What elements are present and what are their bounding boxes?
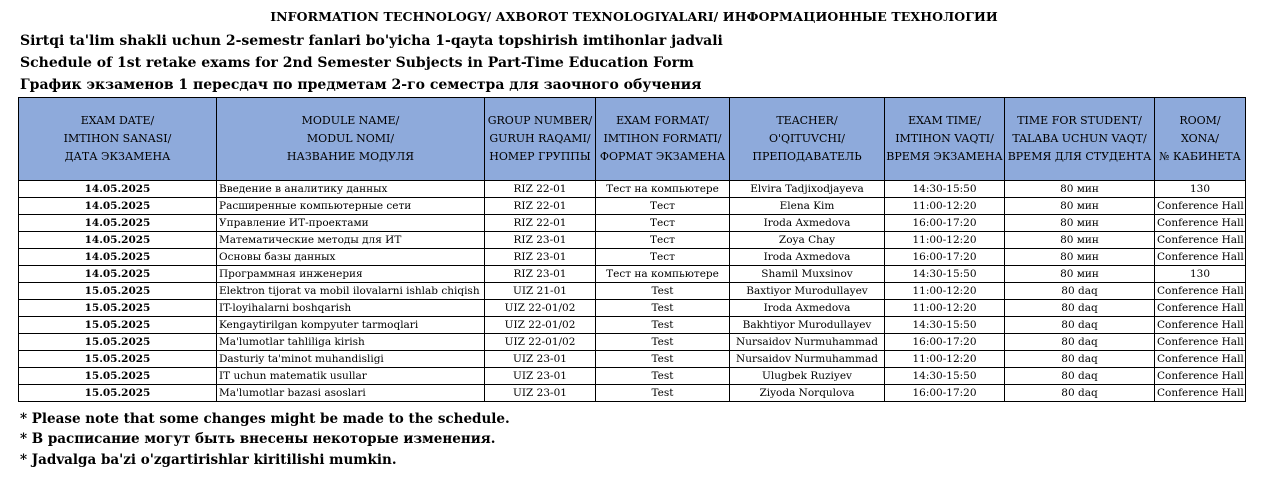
module-cell: Введение в аналитику данных: [217, 181, 485, 198]
header-exam-format-line: EXAM FORMAT/: [616, 114, 709, 127]
header-exam-time-line: ВРЕМЯ ЭКЗАМЕНА: [886, 150, 1003, 163]
room-cell: Conference Hall: [1155, 283, 1246, 300]
table-row: [19, 181, 1246, 198]
room-cell: Conference Hall: [1155, 215, 1246, 232]
subtitle-uzbek: Sirtqi ta'lim shakli uchun 2-semestr fanlari bo'yicha 1-qayta topshirish imtihonlar jadvali: [20, 33, 723, 49]
module-cell: Ma'lumotlar bazasi asoslari: [217, 385, 485, 402]
group-cell: UIZ 23-01: [485, 351, 596, 368]
duration-cell: 80 мин: [1005, 232, 1155, 249]
time-cell: 16:00-17:20: [885, 249, 1005, 266]
time-cell: 11:00-12:20: [885, 300, 1005, 317]
time-cell: 14:30-15:50: [885, 368, 1005, 385]
header-module-name-line: MODUL NOMI/: [306, 132, 395, 145]
module-cell: Elektron tijorat va mobil ilovalarni ishlab chiqish: [217, 283, 485, 300]
header-group-number: [485, 98, 596, 181]
room-cell: Conference Hall: [1155, 385, 1246, 402]
date-cell: 15.05.2025: [19, 300, 217, 317]
format-cell: Тест на компьютере: [596, 266, 730, 283]
header-exam-date-line: IMTIHON SANASI/: [63, 132, 172, 145]
header-group-number-line: НОМЕР ГРУППЫ: [489, 150, 591, 163]
group-cell: UIZ 23-01: [485, 385, 596, 402]
table-row: [19, 215, 1246, 232]
format-cell: Тест на компьютере: [596, 181, 730, 198]
date-cell: 14.05.2025: [19, 181, 217, 198]
teacher-cell: Iroda Axmedova: [730, 300, 885, 317]
exam-schedule-table: [18, 97, 1246, 402]
header-module-name-line: НАЗВАНИЕ МОДУЛЯ: [286, 150, 415, 163]
module-cell: IT uchun matematik usullar: [217, 368, 485, 385]
header-time-for-student-line: TALABA UCHUN VAQT/: [1012, 132, 1147, 145]
time-cell: 16:00-17:20: [885, 385, 1005, 402]
subtitle-english: Schedule of 1st retake exams for 2nd Semester Subjects in Part-Time Education Form: [20, 55, 694, 71]
header-group-number-line: GROUP NUMBER/: [487, 114, 593, 127]
time-cell: 11:00-12:20: [885, 232, 1005, 249]
group-cell: RIZ 22-01: [485, 215, 596, 232]
header-exam-time-line: IMTIHON VAQTI/: [895, 132, 994, 145]
group-cell: RIZ 22-01: [485, 181, 596, 198]
group-cell: RIZ 23-01: [485, 249, 596, 266]
format-cell: Test: [596, 385, 730, 402]
header-room: [1155, 98, 1246, 181]
header-exam-time: [885, 98, 1005, 181]
header-exam-format: [596, 98, 730, 181]
duration-cell: 80 мин: [1005, 249, 1155, 266]
date-cell: 14.05.2025: [19, 198, 217, 215]
header-time-for-student-line: TIME FOR STUDENT/: [1017, 114, 1142, 127]
format-cell: Test: [596, 368, 730, 385]
duration-cell: 80 мин: [1005, 198, 1155, 215]
format-cell: Тест: [596, 249, 730, 266]
duration-cell: 80 daq: [1005, 385, 1155, 402]
room-cell: Conference Hall: [1155, 232, 1246, 249]
table-header: [19, 98, 1246, 181]
header-time-for-student: [1005, 98, 1155, 181]
teacher-cell: Ziyoda Norqulova: [730, 385, 885, 402]
time-cell: 16:00-17:20: [885, 334, 1005, 351]
time-cell: 14:30-15:50: [885, 317, 1005, 334]
time-cell: 11:00-12:20: [885, 283, 1005, 300]
table-row: [19, 351, 1246, 368]
room-cell: Conference Hall: [1155, 249, 1246, 266]
duration-cell: 80 daq: [1005, 334, 1155, 351]
header-exam-time-line: EXAM TIME/: [908, 114, 981, 127]
time-cell: 14:30-15:50: [885, 181, 1005, 198]
time-cell: 16:00-17:20: [885, 215, 1005, 232]
header-exam-format-line: IMTIHON FORMATI/: [603, 132, 722, 145]
table-row: [19, 300, 1246, 317]
table-row: [19, 317, 1246, 334]
table-row: [19, 368, 1246, 385]
format-cell: Test: [596, 283, 730, 300]
table-row: [19, 266, 1246, 283]
module-cell: Программная инженерия: [217, 266, 485, 283]
group-cell: UIZ 22-01/02: [485, 300, 596, 317]
time-cell: 11:00-12:20: [885, 198, 1005, 215]
time-cell: 14:30-15:50: [885, 266, 1005, 283]
room-cell: Conference Hall: [1155, 317, 1246, 334]
table-row: [19, 232, 1246, 249]
room-cell: Conference Hall: [1155, 300, 1246, 317]
teacher-cell: Nursaidov Nurmuhammad: [730, 334, 885, 351]
date-cell: 15.05.2025: [19, 368, 217, 385]
module-cell: Dasturiy ta'minot muhandisligi: [217, 351, 485, 368]
duration-cell: 80 daq: [1005, 351, 1155, 368]
header-room-line: XONA/: [1181, 132, 1219, 145]
teacher-cell: Bakhtiyor Murodullayev: [730, 317, 885, 334]
table-body: [19, 181, 1246, 402]
table-row: [19, 334, 1246, 351]
group-cell: RIZ 23-01: [485, 232, 596, 249]
duration-cell: 80 daq: [1005, 283, 1155, 300]
module-cell: Управление ИТ-проектами: [217, 215, 485, 232]
header-room-line: № КАБИНЕТА: [1159, 150, 1241, 163]
date-cell: 14.05.2025: [19, 215, 217, 232]
teacher-cell: Ulugbek Ruziyev: [730, 368, 885, 385]
header-teacher-line: O'QITUVCHI/: [768, 132, 846, 145]
teacher-cell: Iroda Axmedova: [730, 215, 885, 232]
header-module-name: [217, 98, 485, 181]
format-cell: Тест: [596, 215, 730, 232]
date-cell: 15.05.2025: [19, 351, 217, 368]
teacher-cell: Elena Kim: [730, 198, 885, 215]
page-title: INFORMATION TECHNOLOGY/ AXBOROT TEXNOLOGIYALARI/ ИНФОРМАЦИОННЫЕ ТЕХНОЛОГИИ: [270, 9, 998, 24]
group-cell: UIZ 22-01/02: [485, 334, 596, 351]
teacher-cell: Zoya Chay: [730, 232, 885, 249]
format-cell: Тест: [596, 232, 730, 249]
format-cell: Тест: [596, 198, 730, 215]
module-cell: Расширенные компьютерные сети: [217, 198, 485, 215]
format-cell: Test: [596, 300, 730, 317]
table-row: [19, 385, 1246, 402]
table-row: [19, 198, 1246, 215]
note-english: * Please note that some changes might be made to the schedule.: [20, 411, 510, 427]
duration-cell: 80 мин: [1005, 266, 1155, 283]
duration-cell: 80 мин: [1005, 181, 1155, 198]
format-cell: Test: [596, 351, 730, 368]
time-cell: 11:00-12:20: [885, 351, 1005, 368]
note-russian: * В расписание могут быть внесены некоторые изменения.: [20, 431, 496, 447]
group-cell: UIZ 21-01: [485, 283, 596, 300]
header-teacher: [730, 98, 885, 181]
group-cell: RIZ 23-01: [485, 266, 596, 283]
group-cell: UIZ 23-01: [485, 368, 596, 385]
date-cell: 15.05.2025: [19, 385, 217, 402]
header-group-number-line: GURUH RAQAMI/: [489, 132, 591, 145]
teacher-cell: Iroda Axmedova: [730, 249, 885, 266]
room-cell: Conference Hall: [1155, 198, 1246, 215]
module-cell: Математические методы для ИТ: [217, 232, 485, 249]
room-cell: Conference Hall: [1155, 334, 1246, 351]
room-cell: 130: [1155, 181, 1246, 198]
module-cell: IT-loyihalarni boshqarish: [217, 300, 485, 317]
group-cell: UIZ 22-01/02: [485, 317, 596, 334]
header-time-for-student-line: ВРЕМЯ ДЛЯ СТУДЕНТА: [1007, 150, 1152, 163]
header-row: [19, 98, 1246, 181]
header-exam-date: [19, 98, 217, 181]
header-teacher-line: TEACHER/: [776, 114, 838, 127]
table-row: [19, 283, 1246, 300]
format-cell: Test: [596, 334, 730, 351]
date-cell: 15.05.2025: [19, 283, 217, 300]
group-cell: RIZ 22-01: [485, 198, 596, 215]
module-cell: Ma'lumotlar tahliliga kirish: [217, 334, 485, 351]
header-module-name-line: MODULE NAME/: [301, 114, 400, 127]
header-room-line: ROOM/: [1179, 114, 1221, 127]
subtitle-russian: График экзаменов 1 пересдач по предметам 2-го семестра для заочного обучения: [20, 77, 702, 93]
duration-cell: 80 daq: [1005, 300, 1155, 317]
duration-cell: 80 daq: [1005, 368, 1155, 385]
room-cell: Conference Hall: [1155, 368, 1246, 385]
teacher-cell: Nursaidov Nurmuhammad: [730, 351, 885, 368]
teacher-cell: Elvira Tadjixodjayeva: [730, 181, 885, 198]
duration-cell: 80 мин: [1005, 215, 1155, 232]
module-cell: Основы базы данных: [217, 249, 485, 266]
header-teacher-line: ПРЕПОДАВАТЕЛЬ: [752, 150, 862, 163]
note-uzbek: * Jadvalga ba'zi o'zgartirishlar kiritilishi mumkin.: [20, 452, 397, 468]
table-row: [19, 249, 1246, 266]
header-exam-format-line: ФОРМАТ ЭКЗАМЕНА: [599, 150, 726, 163]
header-exam-date-line: ДАТА ЭКЗАМЕНА: [64, 150, 171, 163]
teacher-cell: Baxtiyor Murodullayev: [730, 283, 885, 300]
date-cell: 15.05.2025: [19, 334, 217, 351]
teacher-cell: Shamil Muxsinov: [730, 266, 885, 283]
date-cell: 15.05.2025: [19, 317, 217, 334]
module-cell: Kengaytirilgan kompyuter tarmoqlari: [217, 317, 485, 334]
date-cell: 14.05.2025: [19, 266, 217, 283]
room-cell: Conference Hall: [1155, 351, 1246, 368]
date-cell: 14.05.2025: [19, 232, 217, 249]
format-cell: Test: [596, 317, 730, 334]
date-cell: 14.05.2025: [19, 249, 217, 266]
duration-cell: 80 daq: [1005, 317, 1155, 334]
room-cell: 130: [1155, 266, 1246, 283]
header-exam-date-line: EXAM DATE/: [80, 114, 155, 127]
